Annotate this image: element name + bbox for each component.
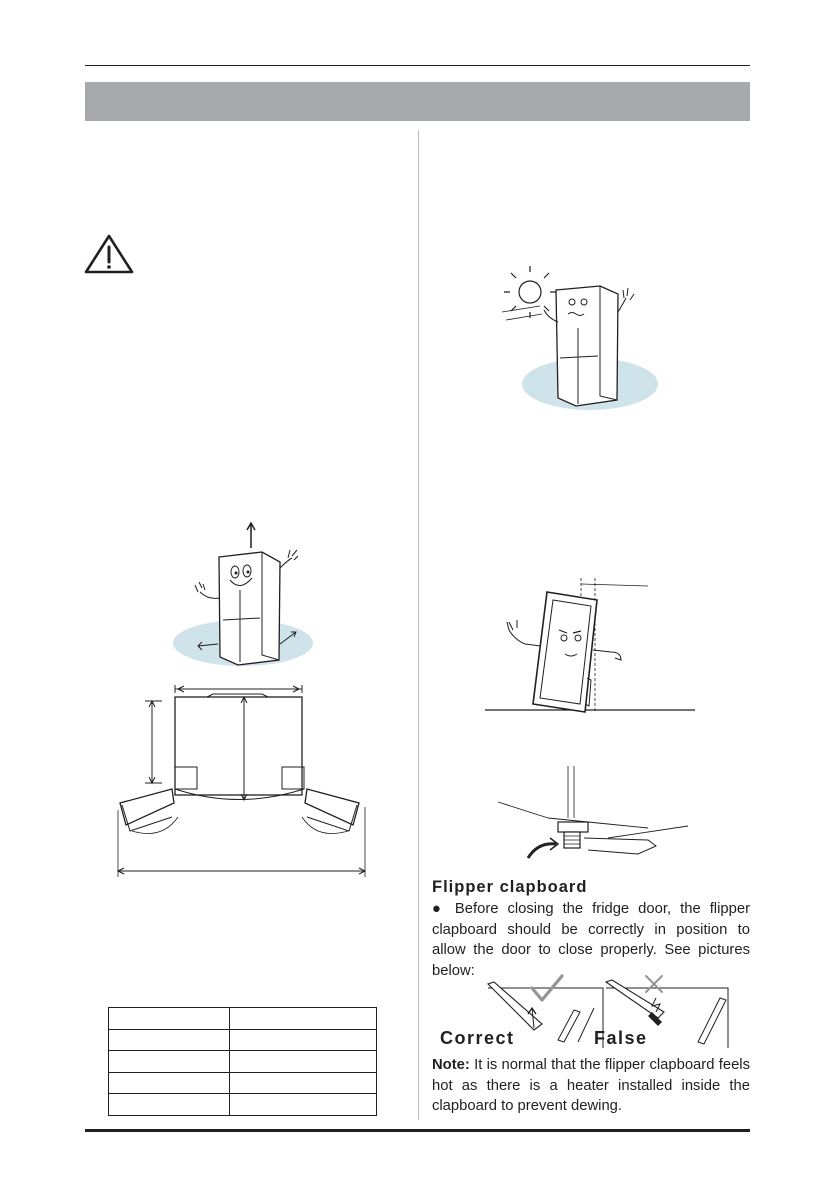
table-cell [230, 1094, 377, 1116]
table-row [109, 1051, 377, 1073]
door-clearance-top-view [112, 685, 372, 885]
spec-table [108, 1007, 377, 1116]
note-label: Note: [432, 1057, 470, 1073]
table-cell [230, 1029, 377, 1051]
table-cell [230, 1072, 377, 1094]
table-row [109, 1072, 377, 1094]
note-text: It is normal that the flipper clapboard feels hot as there is a heater installed inside the clapboard to prevent dewing. [432, 1057, 750, 1114]
table-cell [109, 1072, 230, 1094]
table-cell [230, 1008, 377, 1030]
false-label: False [594, 1028, 648, 1048]
cross-mark-icon [646, 976, 662, 992]
table-cell [109, 1094, 230, 1116]
leveling-feet-illustration [498, 766, 693, 876]
table-cell [109, 1051, 230, 1073]
table-cell [109, 1008, 230, 1030]
correct-label: Correct [440, 1028, 515, 1048]
table-row [109, 1029, 377, 1051]
section-header-bar [85, 82, 750, 121]
note-paragraph [432, 1055, 750, 1117]
table-cell [230, 1051, 377, 1073]
column-divider [418, 130, 419, 1120]
table-row [109, 1008, 377, 1030]
flipper-instruction-paragraph [432, 899, 750, 981]
bottom-rule [85, 1129, 750, 1132]
top-rule [85, 65, 750, 66]
fridge-sunlight-illustration [500, 262, 660, 417]
warning-triangle-icon [83, 233, 135, 280]
bullet-symbol: ● [432, 901, 446, 917]
fridge-moving-illustration [168, 520, 318, 675]
flipper-instruction-text: Before closing the fridge door, the flipper clapboard should be correctly in position to allow the door to close properly. See pictures below: [432, 901, 750, 979]
table-row [109, 1094, 377, 1116]
table-cell [109, 1029, 230, 1051]
fridge-level-illustration [485, 578, 700, 725]
flipper-section-title: Flipper clapboard [432, 878, 588, 896]
